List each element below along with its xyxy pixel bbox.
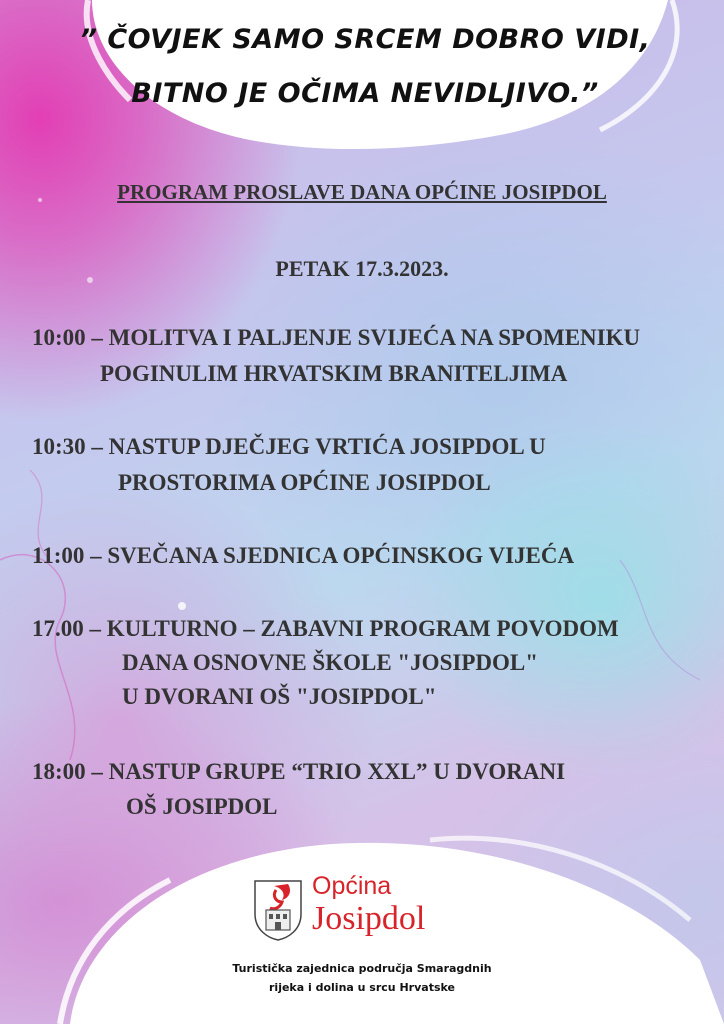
event-1-line-2: POGINULIM HRVATSKIM BRANITELJIMA xyxy=(100,361,568,386)
event-2-line-1: 10:30 – NASTUP DJEČJEG VRTIĆA JOSIPDOL U xyxy=(32,434,546,459)
event-5-line-2: OŠ JOSIPDOL xyxy=(126,794,278,819)
event-5-line-1: 18:00 – NASTUP GRUPE “TRIO XXL” U DVORANI xyxy=(32,759,566,784)
event-2-line-2: PROSTORIMA OPĆINE JOSIPDOL xyxy=(118,470,491,495)
event-4-line-3: U DVORANI OŠ "JOSIPDOL" xyxy=(122,684,437,709)
event-3-line-1: 11:00 – SVEČANA SJEDNICA OPĆINSKOG VIJEĆA xyxy=(32,543,575,568)
quote-line-2: BITNO JE OČIMA NEVIDLJIVO.” xyxy=(131,78,599,109)
brand-line-1: Općina xyxy=(312,872,392,900)
event-4-line-2: DANA OSNOVNE ŠKOLE "JOSIPDOL" xyxy=(122,650,538,675)
event-1-line-1: 10:00 – MOLITVA I PALJENJE SVIJEĆA NA SPOMENIKU xyxy=(32,325,641,350)
brand-line-2: Josipdol xyxy=(312,900,426,937)
program-title: PROGRAM PROSLAVE DANA OPĆINE JOSIPDOL xyxy=(117,180,607,204)
coat-of-arms-icon xyxy=(252,878,304,942)
event-4-line-1: 17.00 – KULTURNO – ZABAVNI PROGRAM POVODOM xyxy=(32,616,619,641)
tourist-board-line-2: rijeka i dolina u srcu Hrvatske xyxy=(269,981,455,994)
quote-line-1: ” ČOVJEK SAMO SRCEM DOBRO VIDI, xyxy=(79,24,651,55)
program-date: PETAK 17.3.2023. xyxy=(275,256,449,281)
tourist-board-line-1: Turistička zajednica područja Smaragdnih xyxy=(232,962,492,975)
